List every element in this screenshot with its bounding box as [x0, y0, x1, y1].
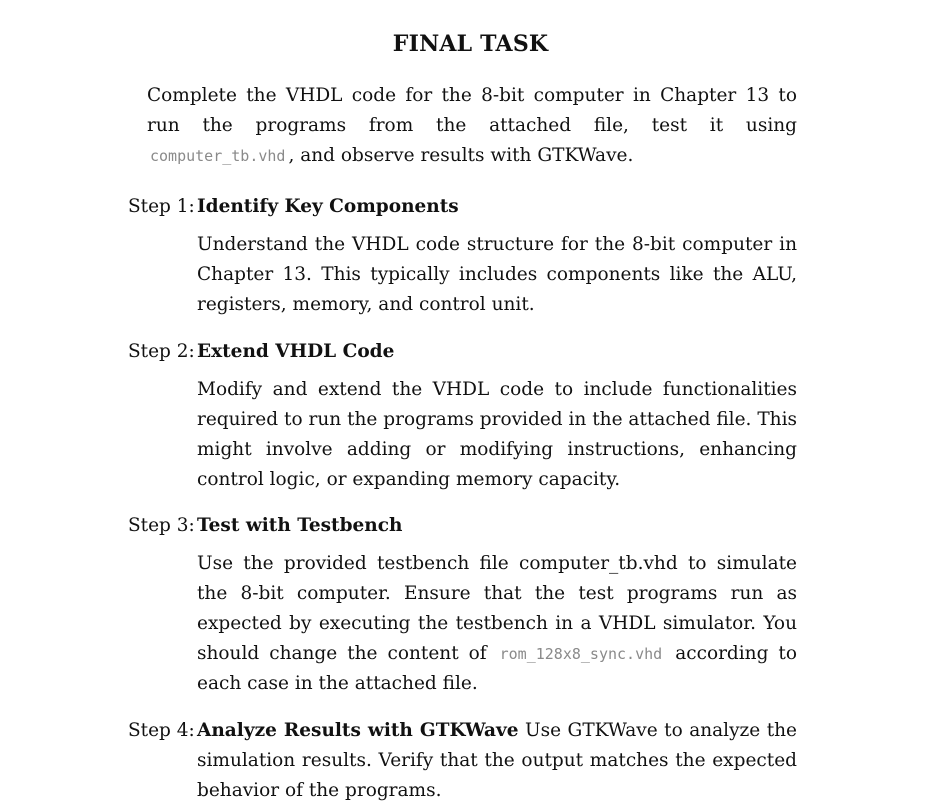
step-2	[128, 337, 798, 495]
step-1-label: Step 1:	[128, 196, 195, 217]
step-4-body-text: Use GTKWave to analyze the simulation results. Verify that the output matches the expected behavior of the programs.	[197, 720, 797, 801]
step-1-body: Understand the VHDL code structure for the 8-bit computer in Chapter 13. This typically includes components like the ALU, registers, memory, and control unit.	[197, 234, 797, 315]
step-4-title: Analyze Results with GTKWave	[197, 720, 519, 741]
step-4	[128, 716, 798, 806]
step-2-body: Modify and extend the VHDL code to include functionalities required to run the programs provided in the attached file. This might involve adding or modifying instructions, enhancing control logic, or expanding memory capacity.	[197, 379, 797, 490]
step-1	[128, 192, 798, 320]
step-3-body-before: Use the provided testbench file computer_tb.vhd to simulate the 8-bit computer. Ensure that the test programs run as expected by executing the testbench in a VHDL simulator. You should change the content of	[197, 553, 797, 664]
step-3-body	[197, 549, 797, 699]
intro-text-after: , and observe results with GTKWave.	[288, 145, 634, 166]
intro-code-filename: computer_tb.vhd	[150, 147, 286, 165]
page-title: FINAL TASK	[392, 31, 549, 57]
step-3-body-after: according to each case in the attached file.	[197, 643, 797, 694]
intro-text-before: Complete the VHDL code for the 8-bit computer in Chapter 13 to run the programs from the attached file, test it using	[147, 85, 797, 136]
intro-paragraph	[147, 81, 797, 171]
step-3-heading	[128, 511, 798, 541]
step-4-label: Step 4:	[128, 720, 195, 741]
step-2-heading	[128, 337, 798, 367]
step-2-label: Step 2:	[128, 341, 195, 362]
step-1-title: Identify Key Components	[197, 196, 459, 217]
step-3-label: Step 3:	[128, 515, 195, 536]
step-1-heading	[128, 192, 798, 222]
step-4-body	[197, 716, 797, 806]
step-3-title: Test with Testbench	[197, 515, 403, 536]
step-3	[128, 511, 798, 699]
step-2-title: Extend VHDL Code	[197, 341, 395, 362]
step-3-code-filename: rom_128x8_sync.vhd	[499, 645, 663, 663]
